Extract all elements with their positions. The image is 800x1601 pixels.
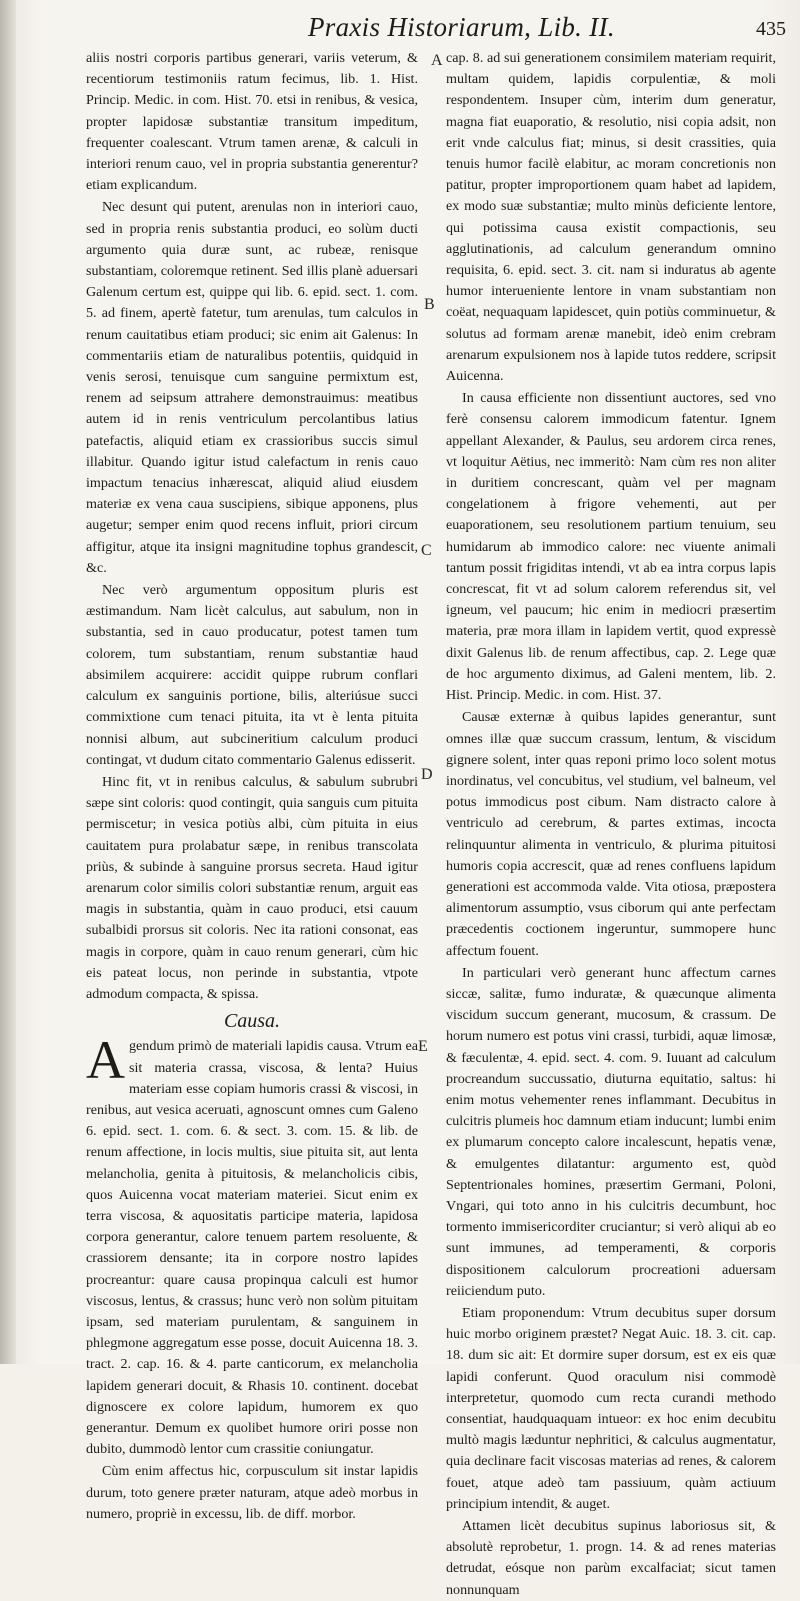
margin-letter-a: A <box>431 52 443 69</box>
binding-gutter <box>0 0 16 1364</box>
paragraph: Etiam proponendum: Vtrum decubitus super dorsum huic morbo originem præstet? Negat Auic. 18. 3. cit. cap. 18. dum sic ait: Et dormire super dorsum, est ex eis quæ lapidi conferunt. Quod oraculum nisi commodè interpretetur, quomodo cum recta curandi methodo consentiat, haudquaquam intueor: ex hoc enim decubitu multò magis læduntur nephritici, & calculus augmentatur, quia declinare facit viscosas materias ad renes, & calorem fouet, atque adeò tam passiuum, quàm actiuum principium intendit, & auget. <box>446 1304 776 1512</box>
margin-letter-e: E <box>418 1038 428 1055</box>
paragraph-text: gendum primò de materiali lapidis causa. Vtrum ea sit materia crassa, viscosa, & lenta? Huius materiam esse copiam humoris crassi & viscosi, in renibus, aut vesica aceruati, agnoscunt omnes cum Galeno 6. epid. sect. 1. com. 6. & sect. 3. com. 15. & lib. de renum affectione, in locis multis, siue pituita sit, aut lenta melancholia, genita à pituitosis, & melancholicis cibis, quos Auicenna vocat materiam materiei. Sicut enim ex terra viscosa, & aquositatis participe materia, lapidosa corpora generantur, calore tenuem partem resoluente, & crassiorem densante; ita in corpore nostro lapides procreantur: quare causa propinqua calculi est humor viscosus, lentus, & crassus; hunc verò non solùm pituitam ipsam, sed materiam purulentam, & sanguinem in phlegmone aggregatum esse posse, docuit Auicenna 18. 3. tract. 2. cap. 16. & 4. parte canticorum, ex melancholia lapidem generari docuit, & Rhasis 10. continent. docebat dignoscere ex colore lapidum, humorem ex quo generantur. Demum ex quolibet humore oriri posse non dubito, dummodò lentor cum crassitie coniungatur. <box>86 1038 418 1458</box>
paragraph: Attamen licèt decubitus supinus laboriosus sit, & absolutè reprobetur, 1. progn. 14. & ad renes materias detrudat, eósque non parùm excalfaciat; sicut tamen nonnunquam <box>446 1518 776 1598</box>
paragraph-with-dropcap <box>86 1030 418 1460</box>
paragraph: aliis nostri corporis partibus generari, variis veterum, & recentiorum testimoniis ratum fecimus, lib. 1. Hist. Princip. Medic. in com. Hist. 70. etsi in renibus, & vesica, propter lapidosæ substantiæ transitum impeditum, frequenter coalescant. Vtrum tamen arenæ, & calculi in interiori renum cauo, vel in propria substantia generentur? etiam explicandum. <box>86 50 418 194</box>
paragraph: Nec verò argumentum oppositum pluris est æstimandum. Nam licèt calculus, aut sabulum, non in substantia, sed in cauo producatur, potest tamen tum colorem, tum substantiam, renum substantiæ haud absimilem acquirere: accidit quippe rubrum conflari calculum ex sanguinis portione, bilis, alteriúsue succi commixtione cum tenaci pituita, ita vt è lenta pituita nonnisi album, aut subcineritium calculum produci contingat, vt dudum citato commentario Galenus edisserit. <box>86 582 418 768</box>
running-title: Praxis Historiarum, Lib. II. <box>308 12 615 42</box>
margin-letter-b: B <box>424 296 435 313</box>
page-number: 435 <box>756 18 786 40</box>
left-text-column <box>86 48 418 1522</box>
paragraph: Hinc fit, vt in renibus calculus, & sabulum subrubri sæpe sint coloris: quod contingit, quia sanguis cum pituita permiscetur; in vesica potiùs albi, cùm pituita in eius cauitatem pura prolabatur sæpe, in renibus transcolata priùs, & subinde à sanguine prorsus secreta. Haud igitur arenarum color similis colori substantiæ renum, arguit eas magis in substantia, quàm in cauo produci, etsi cauum subalbidi prorsus sit coloris. Nec ita rationi consonat, eas magis in corpore, quàm in cauo renum generari, cùm hic eis pateat locus, non perinde in substantia, vtpote admodum compacta, & spissa. <box>86 773 418 1002</box>
paragraph: Cùm enim affectus hic, corpusculum sit instar lapidis durum, toto genere præter naturam, atque adeò morbus in numero, propriè in excessu, lib. de diff. morbor. <box>86 1463 418 1522</box>
right-text-column <box>446 48 776 1598</box>
paragraph: Causæ externæ à quibus lapides generantur, sunt omnes illæ quæ succum crassum, lentum, & viscidum gignere solent, inter quas reponi primo loco solent motus inordinatus, vel concubitus, vel studium, vel balneum, vel potus immodicus post cibum. Nam distracto calore à ventriculo ad cerebrum, & partes extimas, incocta relinquuntur alimenta in ventriculo, & plurima pituitosi humoris copia accrescit, quæ ad renes confluens lapidum generationi est accommoda valde. Vita otiosa, præpostera alimentorum assumptio, vsus ciborum qui ante perfectam præcedentis coctionem ingeruntur, summopere hunc affectum fouent. <box>446 709 776 959</box>
paragraph: Nec desunt qui putent, arenulas non in interiori cauo, sed in propria renis substantia produci, eo solùm ducti argumento quia duræ sunt, ac rubeæ, renisque substantiam, coloremque retinent. Sed illis planè aduersari Galenum certum est, quippe qui lib. 6. epid. sect. 1. com. 5. ad finem, apertè fatetur, tum arenulas, tum calculos in renum cauitatibus etiam produci; sic enim ait Galenus: In commentariis etiam de naturalibus potentiis, quidquid in venis serosi, tenuisque cum sanguine permixtum est, renem ad seipsum attrahere demonstrauimus: meatibus autem id in renis ventriculum percolantibus latius patefactis, aliquid etiam ex crassioribus succis simul illabitur. Quando igitur istud calefactum in renis cauo impactum tenacius inhærescat, aliquid aliud eiusdem materiæ ex vena caua suscipiens, sibique apponens, plus augetur; semper enim quod recens influit, priori circum affigitur, atque ita insigni magnitudine tophus grandescit, &c. <box>86 199 418 576</box>
margin-letter-d: D <box>421 766 433 783</box>
drop-cap: A <box>86 1030 125 1091</box>
paragraph: In particulari verò generant hunc affectum carnes siccæ, salitæ, fumo induratæ, & quæcunque alimenta viscidum succum generant, mucosum, & crassum. De horum numero est potus vini crassi, turbidi, aquæ limosæ, & fæculentæ, 4. epid. sect. 4. com. 9. Iuuant ad calculum procreandum succussatio, diuturna equitatio, saltus: hi enim motus vehementer renes inflammant. Decubitus in culcitris plumeis hoc damnum etiam inducunt; lumbi enim ex plumarum concepto calore incalescunt, hepatis venæ, & emulgentes dilatantur: argumento est, quòd Septentrionales homines, præsertim Germani, Poloni, Vngari, qui toto anno in his culcitris decumbunt, hoc tormento immisericorditer cruciantur; si verò aliqui ab eo sunt immunes, ad temperamenti, & corporis dispositionem calculorum procreationi aduersam reiiciendum puto. <box>446 964 776 1299</box>
paragraph: In causa efficiente non dissentiunt auctores, sed vno ferè consensu calorem immodicum fatentur. Ignem appellant Alexander, & Paulus, seu ardorem circa renes, vt loquitur Aëtius, nec immeritò: Nam cùm res non aliter in duritiem concrescant, quàm vel per magnam congelationem à frigore vehementi, aut per euaporationem, seu resolutionem partium tenuium, seu humidarum ab immodico calore: nec viuente animali tantum possit frigiditas intendi, vt ab ea intra corpus lapis concrescat, fit vt ad solum calorem referendus sit, vel igneum, vel paucum; hic enim in mediocri præsertim materia, præ mora illam in lapidem vertit, quod expressè dixit Galenus lib. de renum affectibus, cap. 2. Lege quæ de hoc argumento diximus, ad Galeni mentem, lib. 2. Hist. Princip. Medic. in com. Hist. 37. <box>446 390 776 704</box>
paragraph: cap. 8. ad sui generationem consimilem materiam requirit, multam quidem, lapidis corpulentiæ, & moli respondentem. Insuper cùm, interim dum generatur, magna fiat euaporatio, & resolutio, nisi copia adsit, non erit vnde calculus fiat; minus, si desit crassities, quia tenuis humor facilè elabitur, ac moram concretionis non patitur, propter improportionem quam habet ad lapidem, ex modo suæ substantiæ; multo minùs deficiente lentore, qui potissima causa existit compactionis, seu agglutinationis, ad calculum generandum omnino requisita, 6. epid. sect. 3. cit. nam si induratus ab agente humor interueniente lentore in vnam substantiam non coëat, nequaquam lapidescet, quin potiùs comminuetur, & solutus ad formam arenæ manebit, ideò enim crebram arenarum expulsionem nos à lapide tutos reddere, scripsit Auicenna. <box>446 50 776 385</box>
section-heading: Causa. <box>223 1010 281 1033</box>
margin-letter-c: C <box>421 542 432 559</box>
